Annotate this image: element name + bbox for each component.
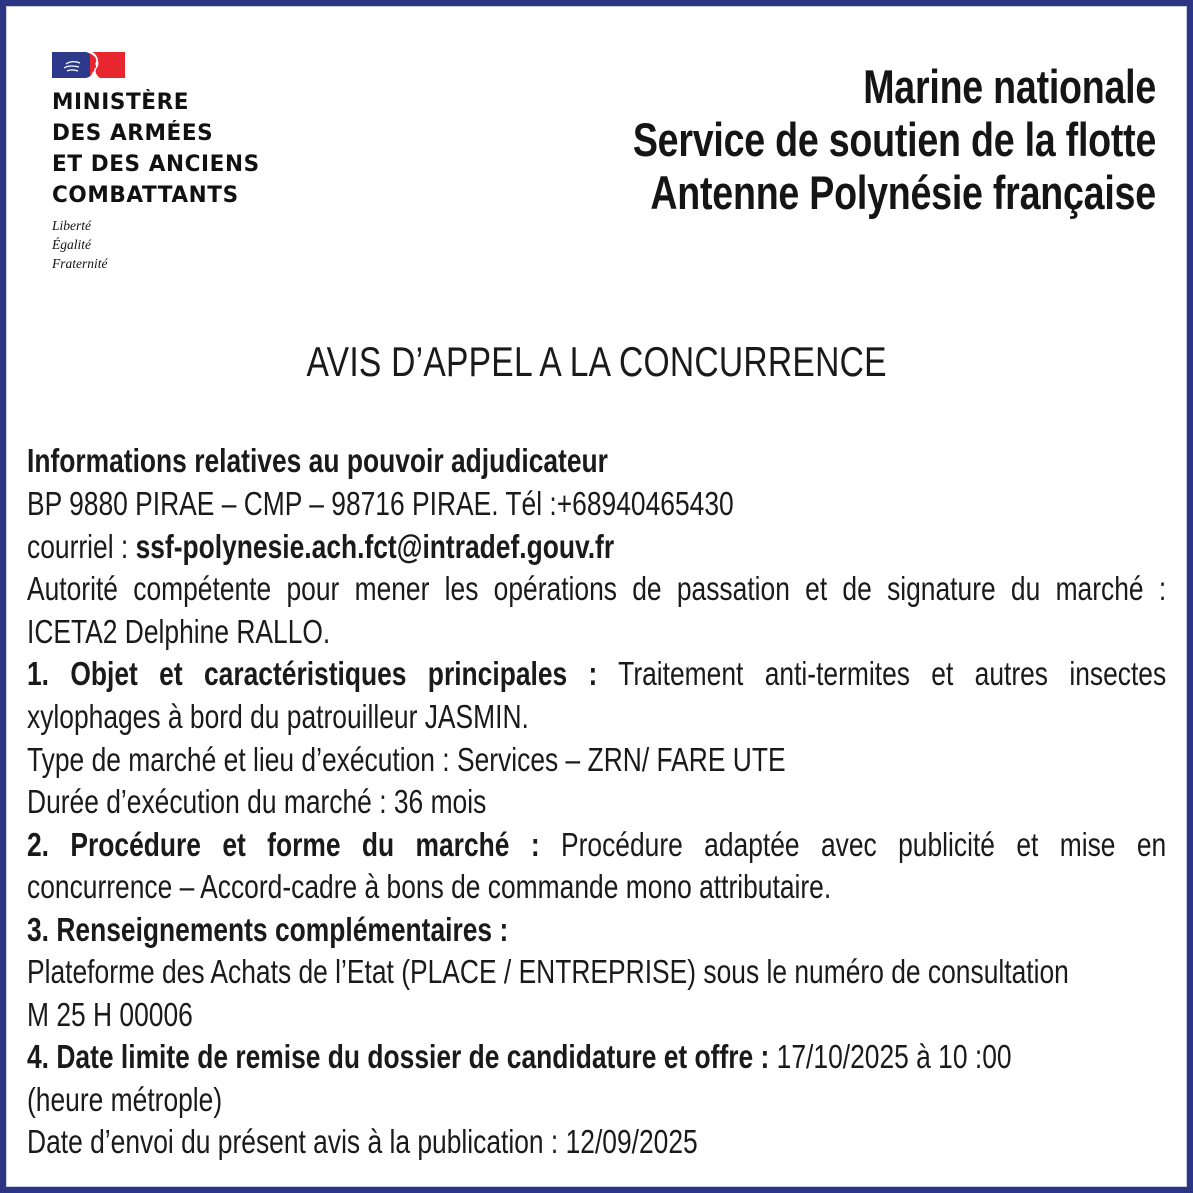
ministry-logo xyxy=(52,52,312,282)
section1-heading: 1. Objet et caractéristiques principales : xyxy=(27,655,598,692)
ministry-name-line-2: DES ARMÉES xyxy=(52,121,214,146)
email-line xyxy=(27,530,614,563)
section3-heading: 3. Renseignements complémentaires : xyxy=(27,911,509,948)
authority-heading xyxy=(27,444,608,477)
section1-text: Traitement anti-termites et autres insectes xyxy=(597,655,1167,692)
page-title xyxy=(0,338,1193,386)
section2-line-1 xyxy=(27,828,1166,861)
header-line-1: Marine nationale xyxy=(863,60,1156,113)
authority-heading-text: Informations relatives au pouvoir adjudicateur xyxy=(27,442,608,479)
section3-heading-line xyxy=(27,913,508,946)
section2-heading: 2. Procédure et forme du marché : xyxy=(27,826,540,863)
deadline-value: 17/10/2025 à 10 :00 xyxy=(769,1038,1012,1075)
section2-text: Procédure adaptée avec publicité et mise en xyxy=(539,826,1167,863)
section1-line-2: xylophages à bord du patrouilleur JASMIN. xyxy=(27,698,529,735)
email-label: courriel : xyxy=(27,528,136,565)
section1-line-1 xyxy=(27,657,1166,690)
ministry-name-line-3: ET DES ANCIENS xyxy=(52,152,260,177)
header-line-2: Service de soutien de la flotte xyxy=(632,113,1156,166)
section4-heading: 4. Date limite de remise du dossier de candidature et offre : xyxy=(27,1038,770,1075)
address-line: BP 9880 PIRAE – CMP – 98716 PIRAE. Tél :+68940465430 xyxy=(27,485,734,522)
marianne-flag-icon xyxy=(52,52,125,78)
publication-date-line: Date d’envoi du présent avis à la publication : 12/09/2025 xyxy=(27,1123,698,1160)
competent-authority-line-1: Autorité compétente pour mener les opérations de passation et de signature du marché : xyxy=(27,570,1167,607)
page-title-text: AVIS D’APPEL A LA CONCURRENCE xyxy=(306,338,887,385)
consultation-number: M 25 H 00006 xyxy=(27,996,193,1033)
motto-egalite: Égalité xyxy=(52,237,91,252)
market-type-line: Type de marché et lieu d’exécution : Services – ZRN/ FARE UTE xyxy=(27,741,786,778)
competent-authority-line-2: ICETA2 Delphine RALLO. xyxy=(27,613,331,650)
section4-line-2: (heure métrople) xyxy=(27,1081,223,1118)
motto-liberte: Liberté xyxy=(52,218,91,233)
ministry-name-line-4: COMBATTANTS xyxy=(52,183,239,208)
section4-line-1 xyxy=(27,1040,1012,1073)
section3-line-1: Plateforme des Achats de l’Etat (PLACE / ENTREPRISE) sous le numéro de consultation xyxy=(27,953,1069,990)
email-link[interactable]: ssf-polynesie.ach.fct@intradef.gouv.fr xyxy=(135,528,615,565)
motto-fraternite: Fraternité xyxy=(52,256,108,271)
duration-line: Durée d’exécution du marché : 36 mois xyxy=(27,783,487,820)
header-line-3: Antenne Polynésie française xyxy=(650,166,1156,219)
section2-line-2: concurrence – Accord-cadre à bons de commande mono attributaire. xyxy=(27,868,832,905)
ministry-name-line-1: MINISTÈRE xyxy=(52,90,190,115)
